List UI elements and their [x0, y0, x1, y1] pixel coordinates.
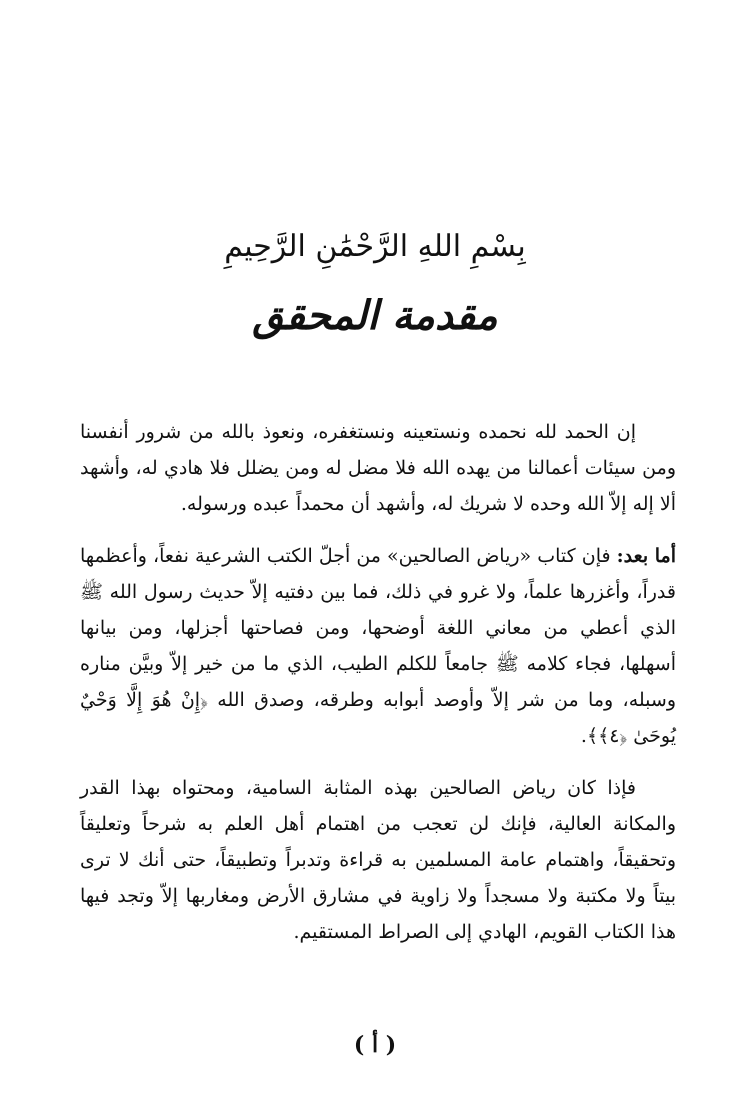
paragraph-3 — [80, 770, 676, 950]
paragraph-1-text: إن الحمد لله نحمده ونستعينه ونستغفره، ونعوذ بالله من شرور أنفسنا ومن سيئات أعمالنا من يهده الله فلا مضل له ومن يضلل فلا هادي له، وأشهد ألا إله إلاّ الله وحده لا شريك له، وأشهد أن محمداً عبده ورسوله. — [80, 421, 676, 515]
paragraph-1 — [80, 414, 676, 522]
basmala: بِسْمِ اللهِ الرَّحْمَٰنِ الرَّحِيمِ — [224, 229, 526, 264]
paragraph-3-text: فإذا كان رياض الصالحين بهذه المثابة السامية، ومحتواه بهذا القدر والمكانة العالية، فإنك لن تعجب من اهتمام أهل العلم به شرحاً وتعليقاً وتحقيقاً، واهتمام عامة المسلمين به قراءة وتدبراً وتطبيقاً، حتى أنك لا ترى بيتاً ولا مكتبة ولا مسجداً ولا زاوية في مشارق الأرض ومغاربها إلاّ وتجد فيها هذا الكتاب القويم، الهادي إلى الصراط المستقيم. — [80, 777, 676, 943]
body-text — [80, 414, 676, 950]
paragraph-2 — [80, 538, 676, 754]
page-title: مقدمة المحقق — [252, 292, 498, 339]
page-number: ( أ ) — [353, 1032, 397, 1058]
paragraph-2-lead: أما بعد: — [616, 545, 676, 567]
paragraph-2-text: فإن كتاب «رياض الصالحين» من أجلّ الكتب الشرعية نفعاً، وأعظمها قدراً، وأغزرها علماً، ولا غرو في ذلك، فما بين دفتيه إلاّ حديث رسول الله ﷺ الذي أعطي من معاني اللغة أوضحها، ومن فصاحتها أجزلها، ومن بيانها أسهلها، فجاء كلامه ﷺ جامعاً للكلم الطيب، الذي ما من خير إلاّ وبيَّن مناره وسبله، وما من شر إلاّ وأوصد أبوابه وطرقه، وصدق الله ﴿إِنْ هُوَ إِلَّا وَحْيٌ يُوحَىٰ ﴿٤﴾﴾. — [80, 545, 676, 747]
